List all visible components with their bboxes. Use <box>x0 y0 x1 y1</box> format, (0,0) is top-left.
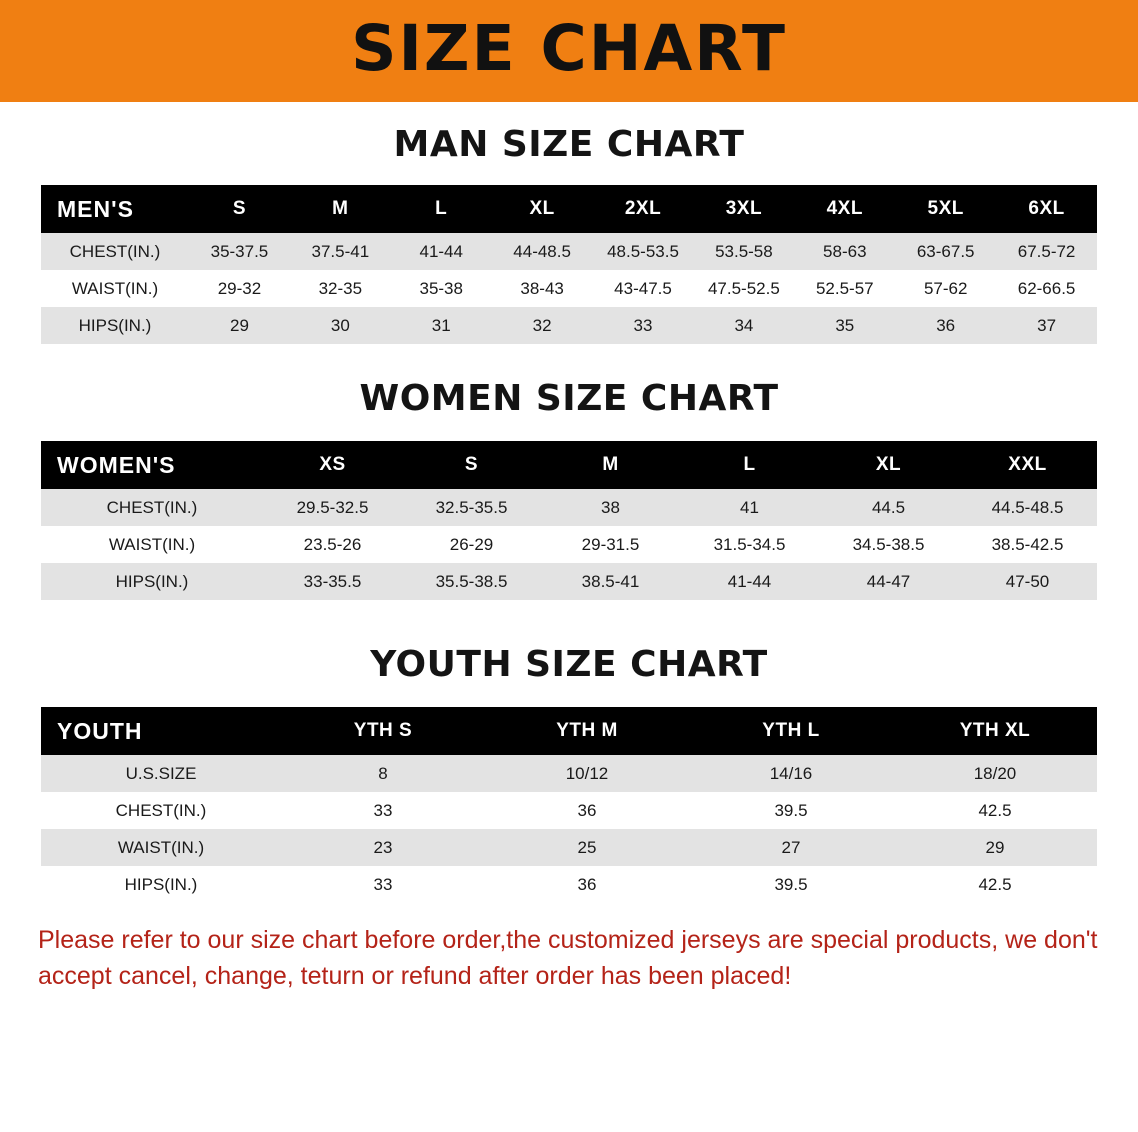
man-header-cell: 3XL <box>693 185 794 233</box>
table-cell: 44-48.5 <box>492 233 593 270</box>
youth-header-cell: YTH S <box>281 707 485 755</box>
table-cell: 42.5 <box>893 866 1097 903</box>
table-cell: 48.5-53.5 <box>593 233 694 270</box>
table-cell: 10/12 <box>485 755 689 792</box>
man-header-cell: M <box>290 185 391 233</box>
man-section-heading: MAN SIZE CHART <box>393 124 745 165</box>
row-label: WAIST(IN.) <box>41 270 189 307</box>
table-cell: 62-66.5 <box>996 270 1097 307</box>
table-cell: 27 <box>689 829 893 866</box>
table-cell: 38.5-41 <box>541 563 680 600</box>
table-cell: 25 <box>485 829 689 866</box>
row-label: WAIST(IN.) <box>41 526 263 563</box>
table-row <box>41 233 1097 270</box>
table-cell: 41-44 <box>680 563 819 600</box>
table-cell: 29-31.5 <box>541 526 680 563</box>
youth-header-label: YOUTH <box>41 707 281 755</box>
table-cell: 38.5-42.5 <box>958 526 1097 563</box>
youth-table-header-row <box>41 707 1097 755</box>
table-cell: 36 <box>485 866 689 903</box>
table-cell: 31 <box>391 307 492 344</box>
table-cell: 36 <box>485 792 689 829</box>
table-cell: 33 <box>281 792 485 829</box>
women-header-cell: L <box>680 441 819 489</box>
man-header-cell: 5XL <box>895 185 996 233</box>
table-cell: 33 <box>593 307 694 344</box>
table-cell: 58-63 <box>794 233 895 270</box>
table-cell: 35-38 <box>391 270 492 307</box>
women-size-table <box>41 441 1097 600</box>
youth-table-wrap <box>41 707 1097 903</box>
table-cell: 44.5 <box>819 489 958 526</box>
table-cell: 29-32 <box>189 270 290 307</box>
man-header-label: MEN'S <box>41 185 189 233</box>
table-row <box>41 307 1097 344</box>
man-header-cell: XL <box>492 185 593 233</box>
table-cell: 41-44 <box>391 233 492 270</box>
man-header-cell: 2XL <box>593 185 694 233</box>
man-header-cell: 6XL <box>996 185 1097 233</box>
table-cell: 29 <box>893 829 1097 866</box>
page-title: SIZE CHART <box>351 11 787 85</box>
table-cell: 42.5 <box>893 792 1097 829</box>
women-header-label: WOMEN'S <box>41 441 263 489</box>
women-table-header-row <box>41 441 1097 489</box>
women-header-cell: M <box>541 441 680 489</box>
table-cell: 33 <box>281 866 485 903</box>
row-label: CHEST(IN.) <box>41 792 281 829</box>
row-label: WAIST(IN.) <box>41 829 281 866</box>
table-row <box>41 489 1097 526</box>
youth-section-heading: YOUTH SIZE CHART <box>370 644 768 685</box>
table-cell: 32-35 <box>290 270 391 307</box>
man-header-cell: 4XL <box>794 185 895 233</box>
man-table-header-row <box>41 185 1097 233</box>
table-row <box>41 563 1097 600</box>
table-cell: 23.5-26 <box>263 526 402 563</box>
row-label: HIPS(IN.) <box>41 563 263 600</box>
table-cell: 47.5-52.5 <box>693 270 794 307</box>
table-row <box>41 792 1097 829</box>
table-cell: 34.5-38.5 <box>819 526 958 563</box>
man-table-wrap <box>41 185 1097 344</box>
table-cell: 32.5-35.5 <box>402 489 541 526</box>
table-cell: 38 <box>541 489 680 526</box>
youth-size-table <box>41 707 1097 903</box>
table-cell: 39.5 <box>689 792 893 829</box>
youth-header-cell: YTH L <box>689 707 893 755</box>
table-row <box>41 270 1097 307</box>
women-header-cell: XL <box>819 441 958 489</box>
table-cell: 29.5-32.5 <box>263 489 402 526</box>
table-cell: 14/16 <box>689 755 893 792</box>
table-cell: 44-47 <box>819 563 958 600</box>
table-row <box>41 829 1097 866</box>
man-header-cell: L <box>391 185 492 233</box>
women-table-wrap <box>41 441 1097 600</box>
table-cell: 33-35.5 <box>263 563 402 600</box>
table-cell: 31.5-34.5 <box>680 526 819 563</box>
table-cell: 37.5-41 <box>290 233 391 270</box>
table-cell: 34 <box>693 307 794 344</box>
row-label: HIPS(IN.) <box>41 307 189 344</box>
table-cell: 30 <box>290 307 391 344</box>
table-cell: 57-62 <box>895 270 996 307</box>
table-cell: 35.5-38.5 <box>402 563 541 600</box>
table-cell: 67.5-72 <box>996 233 1097 270</box>
youth-header-cell: YTH XL <box>893 707 1097 755</box>
table-cell: 47-50 <box>958 563 1097 600</box>
table-cell: 29 <box>189 307 290 344</box>
table-cell: 41 <box>680 489 819 526</box>
table-cell: 37 <box>996 307 1097 344</box>
women-header-cell: XS <box>263 441 402 489</box>
table-cell: 52.5-57 <box>794 270 895 307</box>
row-label: CHEST(IN.) <box>41 489 263 526</box>
women-header-cell: S <box>402 441 541 489</box>
table-row <box>41 755 1097 792</box>
table-cell: 36 <box>895 307 996 344</box>
table-cell: 23 <box>281 829 485 866</box>
banner <box>0 0 1138 102</box>
table-cell: 53.5-58 <box>693 233 794 270</box>
table-cell: 44.5-48.5 <box>958 489 1097 526</box>
man-size-table <box>41 185 1097 344</box>
table-cell: 8 <box>281 755 485 792</box>
row-label: HIPS(IN.) <box>41 866 281 903</box>
youth-header-cell: YTH M <box>485 707 689 755</box>
disclaimer-note: Please refer to our size chart before order,the customized jerseys are special products, we don't accept cancel, change, teturn or refund after order has been placed! <box>38 926 1098 990</box>
table-row <box>41 526 1097 563</box>
women-section-heading: WOMEN SIZE CHART <box>359 378 779 419</box>
table-cell: 39.5 <box>689 866 893 903</box>
women-header-cell: XXL <box>958 441 1097 489</box>
table-cell: 18/20 <box>893 755 1097 792</box>
row-label: U.S.SIZE <box>41 755 281 792</box>
table-cell: 35-37.5 <box>189 233 290 270</box>
table-cell: 26-29 <box>402 526 541 563</box>
table-cell: 63-67.5 <box>895 233 996 270</box>
man-header-cell: S <box>189 185 290 233</box>
table-cell: 32 <box>492 307 593 344</box>
table-cell: 38-43 <box>492 270 593 307</box>
table-cell: 35 <box>794 307 895 344</box>
table-cell: 43-47.5 <box>593 270 694 307</box>
row-label: CHEST(IN.) <box>41 233 189 270</box>
table-row <box>41 866 1097 903</box>
